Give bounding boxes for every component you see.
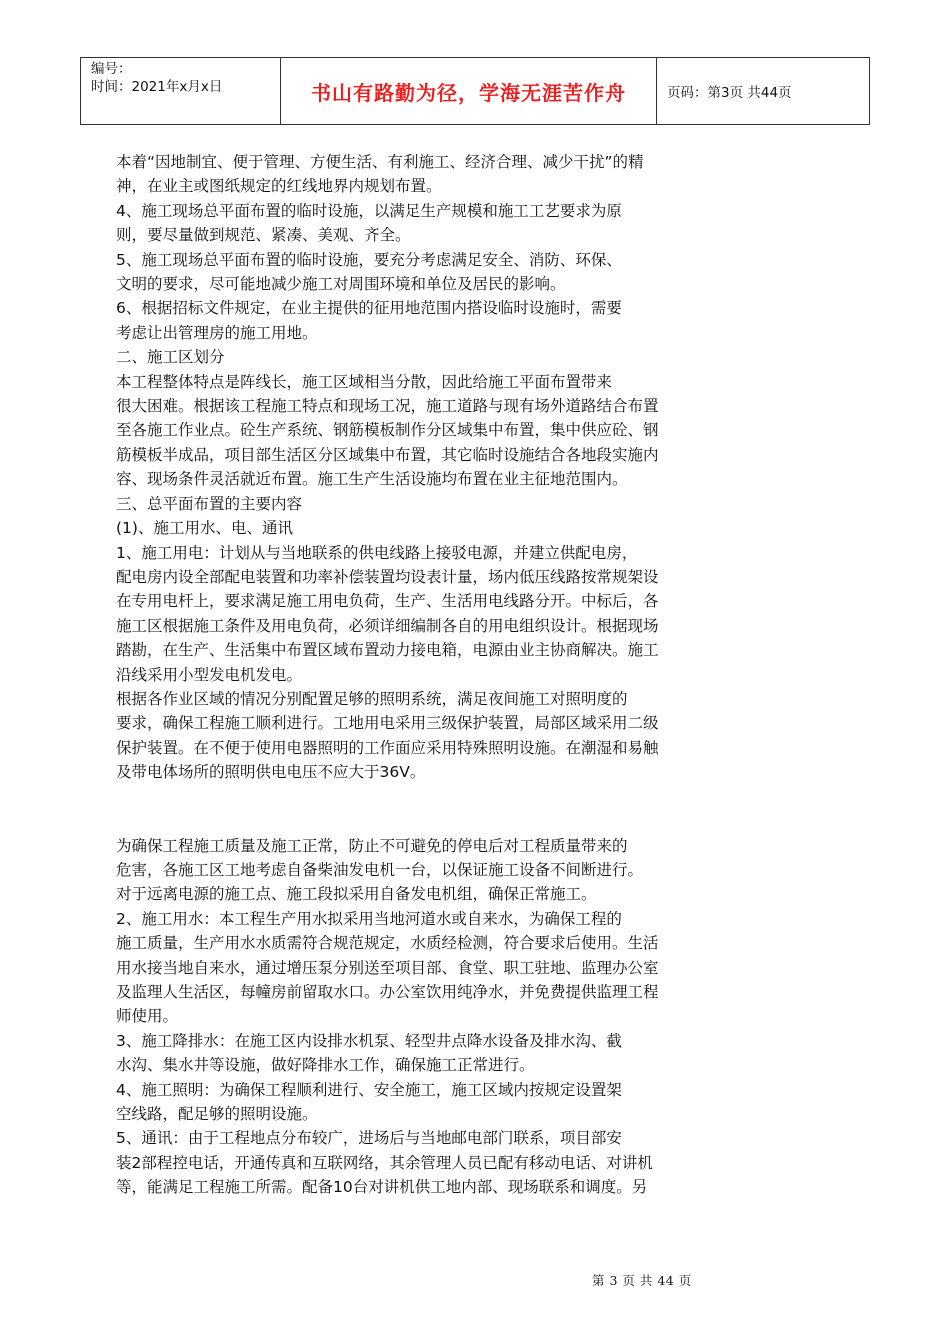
text-line: 本着“因地制宜、便于管理、方便生活、有利施工、经济合理、减少干扰”的精 [116,153,644,171]
text-line: 则，要尽量做到规范、紧凑、美观、齐全。 [116,226,411,245]
text-line: 3、施工降排水：在施工区内设排水机泵、轻型井点降水设备及排水沟、截 [116,1031,622,1050]
text-line: 要求，确保工程施工顺利进行。工地用电采用三级保护装置，局部区域采用二级 [116,714,659,733]
paragraph-gap [116,785,790,834]
page-header [80,57,870,125]
text-line: 容、现场条件灵活就近布置。施工生产生活设施均布置在业主征地范围内。 [116,470,628,489]
text-line: 6、根据招标文件规定，在业主提供的征用地范围内搭设临时设施时，需要 [116,299,622,318]
text-line: 在专用电杆上，要求满足施工用电负荷，生产、生活用电线路分开。中标后，各 [116,592,659,611]
header-meta [81,58,281,124]
text-line: 沿线采用小型发电机发电。 [116,665,303,684]
document-time-label: 时间：2021年x月x日 [91,79,223,95]
text-line: 二、施工区划分 [116,348,225,367]
text-line: 保护装置。在不便于使用电器照明的工作面应采用特殊照明设施。在潮湿和易触 [116,738,659,757]
text-line: 危害，各施工区工地考虑自备柴油发电机一台，以保证施工设备不间断进行。 [116,860,644,879]
text-line: 及监理人生活区，每幢房前留取水口。办公室饮用纯净水，并免费提供监理工程 [116,983,659,1001]
text-line: 装2部程控电话，开通传真和互联网络，其余管理人员已配有移动电话、对讲机 [116,1153,653,1172]
text-line: 等，能满足工程施工所需。配备10台对讲机供工地内部、现场联系和调度。另 [116,1178,648,1197]
document-number-label: 编号： [91,61,132,77]
text-line: 本工程整体特点是阵线长，施工区域相当分散，因此给施工平面布置带来 [116,372,613,391]
page-footer: 第 3 页 共 44 页 [592,1273,692,1288]
text-line: 4、施工现场总平面布置的临时设施，以满足生产规模和施工工艺要求为原 [116,201,622,220]
text-line: (1)、施工用水、电、通讯 [116,519,293,538]
text-line: 用水接当地自来水，通过增压泵分别送至项目部、食堂、职工驻地、监理办公室 [116,958,659,977]
body-block-before-gap [116,150,790,785]
text-line: 2、施工用水：本工程生产用水拟采用当地河道水或自来水，为确保工程的 [116,909,622,928]
text-line: 根据各作业区域的情况分别配置足够的照明系统，满足夜间施工对照明度的 [116,689,628,708]
text-line: 1、施工用电：计划从与当地联系的供电线路上接驳电源，并建立供配电房， [116,543,638,562]
header-motto: 书山有路勤为径，学海无涯苦作舟 [281,58,657,124]
body-block-after-gap [116,834,790,1200]
document-body [116,150,790,1200]
text-line: 文明的要求，尽可能地减少施工对周围环境和单位及居民的影响。 [116,275,566,294]
text-line: 空线路，配足够的照明设施。 [116,1105,318,1124]
text-line: 神，在业主或图纸规定的红线地界内规划布置。 [116,177,442,196]
text-line: 施工质量，生产用水水质需符合规范规定，水质经检测，符合要求后使用。生活 [116,934,659,953]
text-line: 考虑让出管理房的施工用地。 [116,323,318,342]
text-line: 三、总平面布置的主要内容 [116,494,303,513]
text-line: 很大困难。根据该工程施工特点和现场工况，施工道路与现有场外道路结合布置 [116,397,659,416]
text-line: 筋模板半成品，项目部生活区分区域集中布置，其它临时设施结合各地段实施内 [116,445,659,464]
text-line: 5、施工现场总平面布置的临时设施，要充分考虑满足安全、消防、环保、 [116,250,622,269]
text-line: 及带电体场所的照明供电电压不应大于36V。 [116,763,426,782]
header-page-info: 页码：第3页 共44页 [667,85,792,101]
text-line: 踏勘，在生产、生活集中布置区域布置动力接电箱，电源由业主协商解决。施工 [116,641,659,660]
text-line: 配电房内设全部配电装置和功率补偿装置均设表计量，场内低压线路按常规架设 [116,567,659,586]
text-line: 对于远离电源的施工点、施工段拟采用自备发电机组，确保正常施工。 [116,885,597,904]
text-line: 水沟、集水井等设施，做好降排水工作，确保施工正常进行。 [116,1056,535,1075]
text-line: 至各施工作业点。砼生产系统、钢筋模板制作分区域集中布置，集中供应砼、钢 [116,421,659,440]
text-line: 师使用。 [116,1007,179,1026]
text-line: 5、通讯：由于工程地点分布较广，进场后与当地邮电部门联系，项目部安 [116,1129,622,1148]
text-line: 4、施工照明：为确保工程顺利进行、安全施工，施工区域内按规定设置架 [116,1080,622,1099]
text-line: 施工区根据施工条件及用电负荷，必须详细编制各自的用电组织设计。根据现场 [116,616,659,635]
text-line: 为确保工程施工质量及施工正常，防止不可避免的停电后对工程质量带来的 [116,836,628,855]
